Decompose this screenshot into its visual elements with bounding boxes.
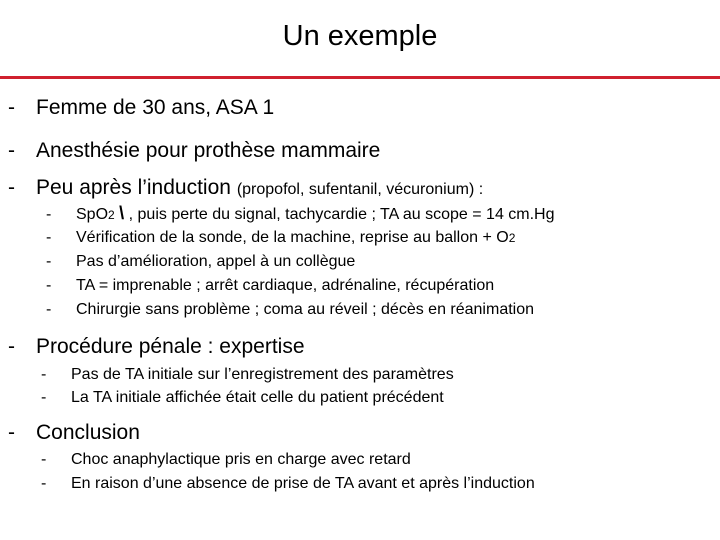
bullet-dash: - [8,335,15,358]
bullet-text: Conclusion [36,421,140,444]
bullet-dash: - [41,475,47,492]
bullet-dash: - [8,176,15,199]
sub-bullet-spo2: - SpO2 \ , puis perte du signal, tachycardie ; TA au scope = 14 cm.Hg [46,202,555,227]
bullet-induction [8,175,483,203]
bullet-dash: - [8,139,15,162]
sub-bullet-no-initial-ta: - Pas de TA initiale sur l’enregistrement des paramètres [41,363,454,386]
bullet-patient [8,95,274,121]
bullet-text: Anesthésie pour prothèse mammaire [36,139,381,162]
sub-bullet-previous-patient: - La TA initiale affichée était celle du patient précédent [41,386,444,409]
bullet-drugs: (propofol, sufentanil, vécuronium) : [236,181,484,198]
bullet-dash: - [46,229,52,246]
title-divider [0,76,720,79]
bullet-text: Procédure pénale : expertise [36,335,305,358]
bullet-text: Femme de 30 ans, ASA 1 [36,96,275,119]
bullet-dash: - [8,421,15,444]
bullet-conclusion [8,420,140,446]
sub-bullet-anaphylaxis: - Choc anaphylactique pris en charge avec retard [41,448,411,471]
bullet-dash: - [46,253,52,270]
sub-bullet-reason: - En raison d’une absence de prise de TA avant et après l’induction [41,472,535,495]
bullet-expertise [8,334,305,360]
bullet-dash: - [8,96,15,119]
down-arrow-icon: \ [119,203,125,223]
bullet-dash: - [41,389,47,406]
sub-bullet-colleague: - Pas d’amélioration, appel à un collègue [46,250,355,273]
slide-title: Un exemple [282,20,438,52]
sub-bullet-verification: - Vérification de la sonde, de la machine, reprise au ballon + O2 [46,226,515,250]
bullet-procedure [8,138,380,164]
bullet-text: Peu après l’induction [36,176,231,199]
bullet-dash: - [41,366,47,383]
bullet-dash: - [46,206,52,223]
bullet-dash: - [46,277,52,294]
bullet-dash: - [41,451,47,468]
sub-bullet-outcome: - Chirurgie sans problème ; coma au réveil ; décès en réanimation [46,298,534,321]
sub-bullet-arrest: - TA = imprenable ; arrêt cardiaque, adrénaline, récupération [46,274,494,297]
bullet-dash: - [46,301,52,318]
